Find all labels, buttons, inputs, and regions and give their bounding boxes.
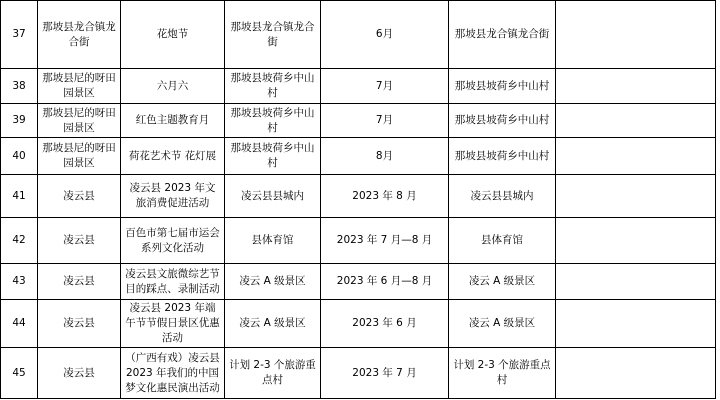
row-number: 42 [1, 218, 38, 264]
venue-cell: 凌云 A 级景区 [225, 264, 321, 300]
county-cell: 那坡县尼的呀田园景区 [38, 104, 121, 138]
row-number: 38 [1, 69, 38, 104]
time-cell: 7月 [321, 104, 449, 138]
table-row [1, 175, 716, 218]
place-cell: 凌云 A 级景区 [449, 300, 556, 348]
table-row [1, 69, 716, 104]
row-number: 39 [1, 104, 38, 138]
event-cell: 凌云县 2023 年文旅消费促进活动 [121, 175, 225, 218]
county-cell: 凌云县 [38, 348, 121, 399]
table-row [1, 138, 716, 175]
place-cell: 那坡县坡荷乡中山村 [449, 104, 556, 138]
table-row [1, 104, 716, 138]
time-cell: 7月 [321, 69, 449, 104]
place-cell: 凌云县县城内 [449, 175, 556, 218]
county-cell: 凌云县 [38, 218, 121, 264]
table-row [1, 300, 716, 348]
county-cell: 那坡县龙合镇龙合街 [38, 1, 121, 69]
place-cell: 凌云 A 级景区 [449, 264, 556, 300]
extra-cell [556, 104, 716, 138]
table-row [1, 1, 716, 69]
event-cell: 凌云县文旅微综艺节目的踩点、录制活动 [121, 264, 225, 300]
venue-cell: 那坡县坡荷乡中山村 [225, 104, 321, 138]
place-cell: 那坡县坡荷乡中山村 [449, 138, 556, 175]
row-number: 45 [1, 348, 38, 399]
event-cell: 红色主题教育月 [121, 104, 225, 138]
event-cell: 花炮节 [121, 1, 225, 69]
row-number: 41 [1, 175, 38, 218]
venue-cell: 计划 2-3 个旅游重点村 [225, 348, 321, 399]
extra-cell [556, 1, 716, 69]
venue-cell: 那坡县坡荷乡中山村 [225, 138, 321, 175]
extra-cell [556, 138, 716, 175]
time-cell: 2023 年 8 月 [321, 175, 449, 218]
row-number: 43 [1, 264, 38, 300]
county-cell: 那坡县尼的呀田园景区 [38, 69, 121, 104]
county-cell: 那坡县尼的呀田园景区 [38, 138, 121, 175]
time-cell: 8月 [321, 138, 449, 175]
event-cell: （广西有戏）凌云县 2023 年我们的中国梦文化惠民演出活动 [121, 348, 225, 399]
extra-cell [556, 218, 716, 264]
time-cell: 2023 年 7 月—8 月 [321, 218, 449, 264]
place-cell: 计划 2-3 个旅游重点村 [449, 348, 556, 399]
event-cell: 凌云县 2023 年端午节节假日景区优惠活动 [121, 300, 225, 348]
table-row [1, 264, 716, 300]
row-number: 44 [1, 300, 38, 348]
time-cell: 6月 [321, 1, 449, 69]
extra-cell [556, 348, 716, 399]
place-cell: 那坡县龙合镇龙合街 [449, 1, 556, 69]
row-number: 37 [1, 1, 38, 69]
time-cell: 2023 年 6 月—8 月 [321, 264, 449, 300]
venue-cell: 凌云县县城内 [225, 175, 321, 218]
venue-cell: 凌云 A 级景区 [225, 300, 321, 348]
venue-cell: 县体育馆 [225, 218, 321, 264]
row-number: 40 [1, 138, 38, 175]
extra-cell [556, 264, 716, 300]
place-cell: 县体育馆 [449, 218, 556, 264]
extra-cell [556, 69, 716, 104]
event-cell: 荷花艺术节 花灯展 [121, 138, 225, 175]
venue-cell: 那坡县坡荷乡中山村 [225, 69, 321, 104]
time-cell: 2023 年 7 月 [321, 348, 449, 399]
event-cell: 六月六 [121, 69, 225, 104]
extra-cell [556, 300, 716, 348]
extra-cell [556, 175, 716, 218]
table-row [1, 218, 716, 264]
event-cell: 百色市第七届市运会系列文化活动 [121, 218, 225, 264]
place-cell: 那坡县坡荷乡中山村 [449, 69, 556, 104]
county-cell: 凌云县 [38, 175, 121, 218]
county-cell: 凌云县 [38, 300, 121, 348]
county-cell: 凌云县 [38, 264, 121, 300]
venue-cell: 那坡县龙合镇龙合街 [225, 1, 321, 69]
table-row [1, 348, 716, 399]
time-cell: 2023 年 6 月 [321, 300, 449, 348]
